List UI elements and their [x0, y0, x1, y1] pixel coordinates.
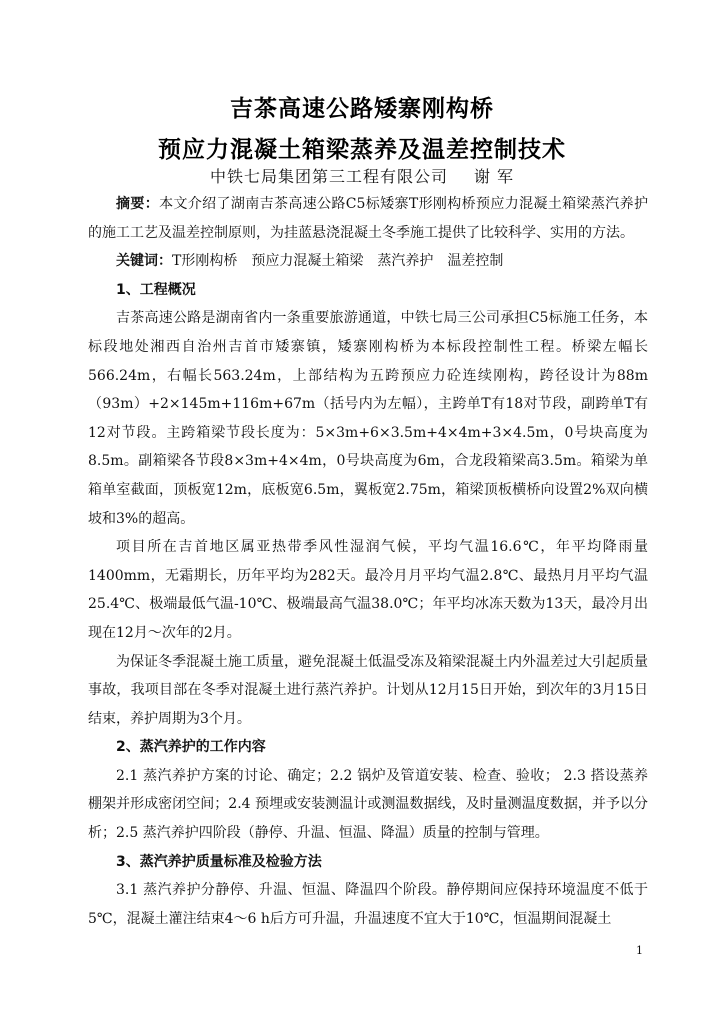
author-line [0, 164, 724, 187]
abstract-label: 摘要： [116, 196, 160, 212]
section1-paragraph-2: 项目所在吉首地区属亚热带季风性湿润气候，平均气温16.6℃，年平均降雨量1400mm，无霜期长，历年平均为282天。最冷月月平均气温2.8℃、最热月月平均气温25.4℃、极端最低气温-10℃、极端最高气温38.0℃；年平均冰冻天数为13天，最冷月出现在12月～次年的2月。 [88, 539, 648, 641]
abstract-paragraph [88, 190, 648, 247]
keyword-item: T形刚构桥 [172, 253, 238, 270]
section2-paragraph-1: 2.1 蒸汽养护方案的讨论、确定；2.2 锅炉及管道安装、检查、验收； 2.3 搭设蒸养棚架并形成密闭空间；2.4 预埋或安装测温计或测温数据线，及时量测温度数据，并予以分析；2.5 蒸汽养护四阶段（静停、升温、恒温、降温）质量的控制与管理。 [88, 767, 648, 842]
section1-paragraph-1: 吉茶高速公路是湖南省内一条重要旅游通道，中铁七局三公司承担C5标施工任务，本标段地处湘西自治州吉首市矮寨镇，矮寨刚构桥为本标段控制性工程。桥梁左幅长566.24m，右幅长563.24m，上部结构为五跨预应力砼连续刚构，跨径设计为88m（93m）+2×145m+116m+67m（括号内为左幅），主跨单T有18对节段，副跨单T有12对节段。主跨箱梁节段长度为：5×3m+6×3.5m+4×4m+3×4.5m，0号块高度为8.5m。副箱梁各节段8×3m+4×4m，0号块高度为6m，合龙段箱梁高3.5m。箱梁为单箱单室截面，顶板宽12m，底板宽6.5m，翼板宽2.75m，箱梁顶板横桥向设置2%双向横坡和3%的超高。 [88, 310, 648, 527]
section-heading-2: 2、蒸汽养护的工作内容 [116, 739, 266, 756]
document-body [88, 190, 648, 933]
section-heading-1: 1、工程概况 [116, 281, 196, 298]
section3-paragraph-1: 3.1 蒸汽养护分静停、升温、恒温、降温四个阶段。静停期间应保持环境温度不低于5℃，混凝土灌注结束4～6 h后方可升温，升温速度不宜大于10℃，恒温期间混凝土 [88, 882, 648, 927]
section1-paragraph-3: 为保证冬季混凝土施工质量，避免混凝土低温受冻及箱梁混凝土内外温差过大引起质量事故，我项目部在冬季对混凝土进行蒸汽养护。计划从12月15日开始，到次年的3月15日结束，养护周期为3个月。 [88, 653, 648, 727]
abstract-text: 本文介绍了湖南吉茶高速公路C5标矮寨T形刚构桥预应力混凝土箱梁蒸汽养护的施工工艺及温差控制原则，为挂蓝悬浇混凝土冬季施工提供了比较科学、实用的方法。 [88, 196, 648, 241]
keyword-item: 蒸汽养护 [377, 253, 434, 270]
keyword-item: 温差控制 [447, 253, 504, 270]
keywords-label: 关键词： [116, 253, 172, 270]
document-title-line2: 预应力混凝土箱梁蒸养及温差控制技术 [158, 137, 566, 163]
keywords-paragraph [88, 247, 648, 276]
document-title-line1: 吉茶高速公路矮寨刚构桥 [230, 96, 494, 122]
section-heading-3: 3、蒸汽养护质量标准及检验方法 [116, 853, 322, 870]
author-name: 谢 军 [473, 167, 515, 186]
author-organization: 中铁七局集团第三工程有限公司 [209, 167, 448, 186]
keyword-item: 预应力混凝土箱梁 [251, 253, 364, 270]
page-number: 1 [636, 944, 643, 957]
